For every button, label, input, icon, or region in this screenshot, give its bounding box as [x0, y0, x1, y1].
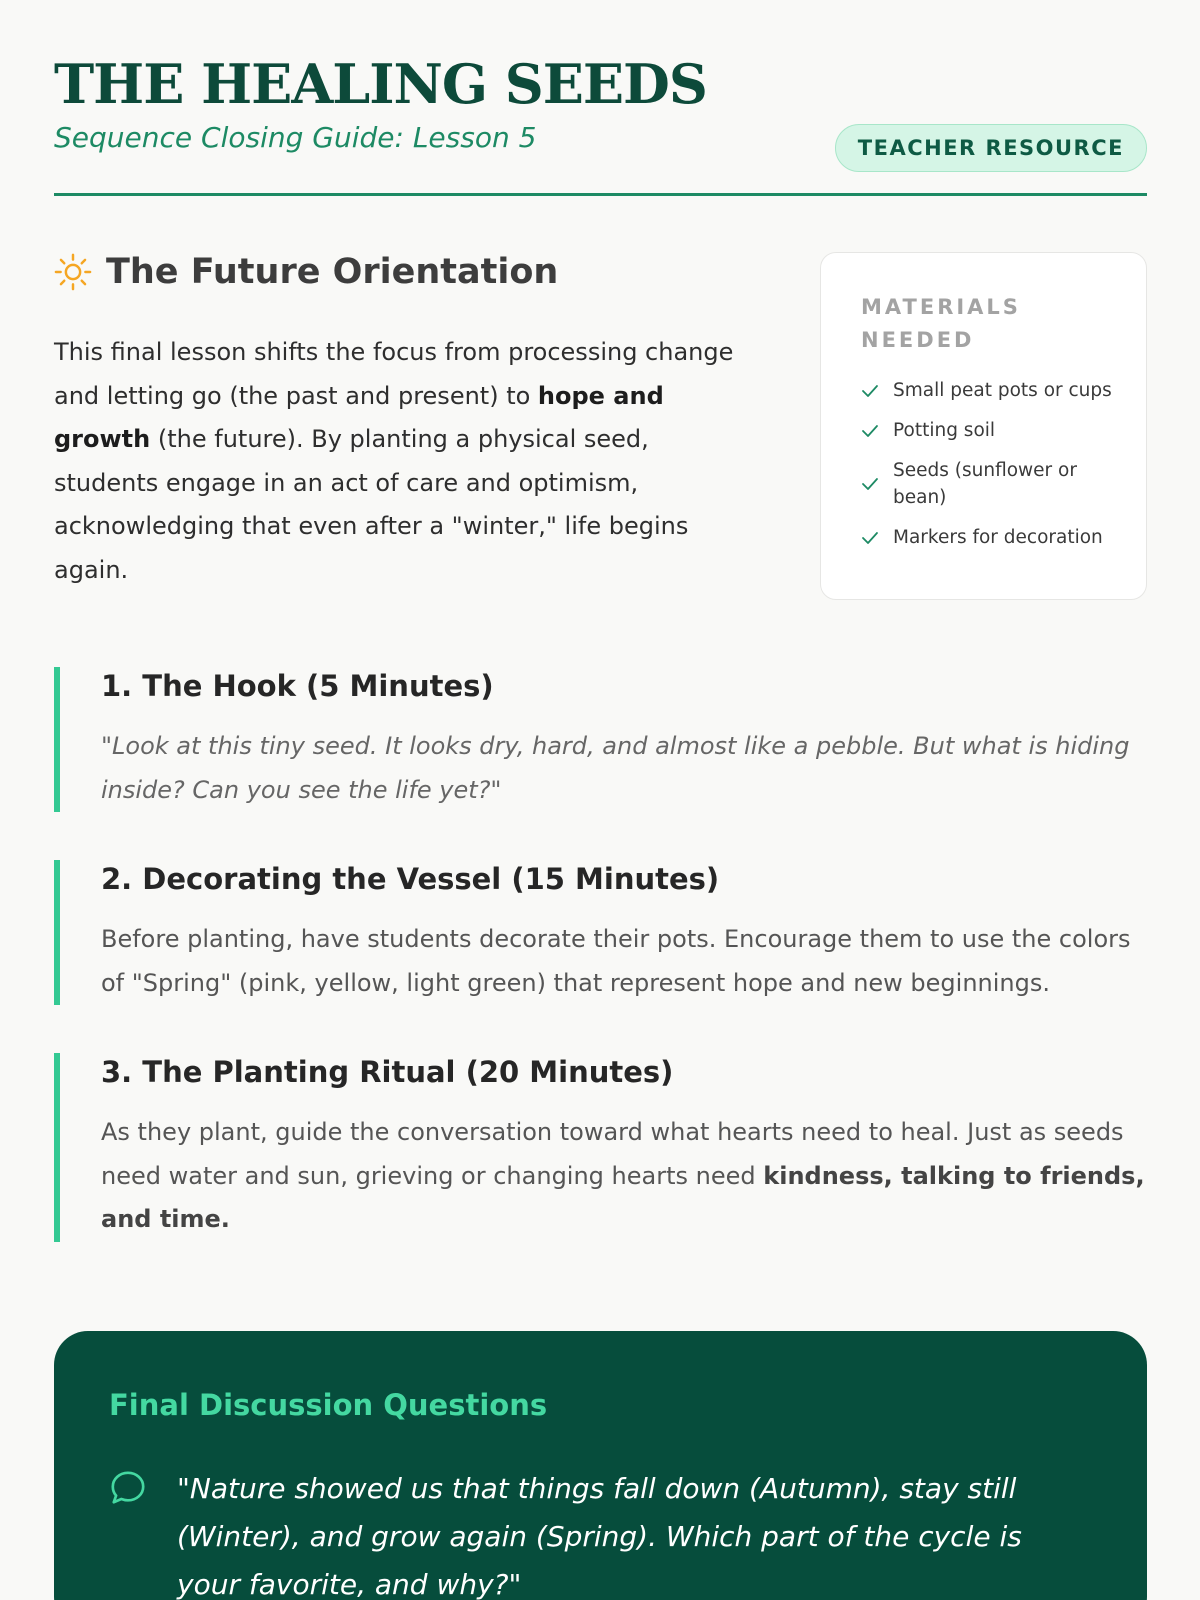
step-text: As they plant, guide the conversation toward what hearts need to heal. Just as seeds need water and sun, grieving or changing hearts need kindness, talking to friends, and time. [101, 1118, 1145, 1233]
orientation-intro: This final lesson shifts the focus from processing change and letting go (the past and present) to hope and growth (the future). By planting a physical seed, students engage in an act of care and optimism, acknowledging that even after a "winter," life begins again. [54, 338, 734, 584]
header-divider [54, 193, 1147, 196]
check-icon [861, 531, 879, 545]
step-planting [54, 1053, 1147, 1242]
page-title: THE HEALING SEEDS [54, 52, 707, 116]
step-hook [54, 667, 1147, 812]
sun-icon [54, 253, 92, 291]
step-heading: 1. The Hook (5 Minutes) [101, 669, 494, 703]
step-heading: 2. Decorating the Vessel (15 Minutes) [101, 862, 720, 896]
materials-card [820, 252, 1147, 600]
speech-bubble-icon [109, 1469, 147, 1507]
teacher-resource-badge: TEACHER RESOURCE [835, 124, 1147, 172]
step-decorating [54, 860, 1147, 1005]
materials-list [861, 377, 1116, 551]
materials-item: Seeds (sunflower or bean) [861, 457, 1116, 511]
page-subtitle: Sequence Closing Guide: Lesson 5 [54, 121, 537, 154]
discussion-panel [54, 1331, 1147, 1600]
materials-item: Potting soil [861, 417, 1116, 444]
discussion-question [109, 1465, 1093, 1600]
check-icon [861, 477, 879, 491]
orientation-heading: The Future Orientation [106, 252, 559, 292]
materials-title: MATERIALS NEEDED [861, 295, 1021, 352]
question-text: "Nature showed us that things fall down (Autumn), stay still (Winter), and grow again (Spring). Which part of the cycle is your favorite, and why?" [177, 1472, 1022, 1600]
check-icon [861, 384, 879, 398]
orientation-heading-row [54, 252, 558, 292]
step-heading: 3. The Planting Ritual (20 Minutes) [101, 1055, 674, 1089]
step-emphasis: kindness, talking to friends, and time. [101, 1161, 1145, 1233]
materials-item: Markers for decoration [861, 524, 1116, 551]
intro-emphasis: hope and growth [54, 381, 664, 453]
page-header [54, 52, 1147, 160]
step-text: Before planting, have students decorate their pots. Encourage them to use the colors of "Spring" (pink, yellow, light green) that represent hope and new beginnings. [101, 925, 1131, 997]
step-text: "Look at this tiny seed. It looks dry, hard, and almost like a pebble. But what is hiding inside? Can you see the life yet?" [101, 732, 1130, 804]
discussion-heading: Final Discussion Questions [109, 1388, 548, 1422]
check-icon [861, 424, 879, 438]
materials-item: Small peat pots or cups [861, 377, 1116, 404]
